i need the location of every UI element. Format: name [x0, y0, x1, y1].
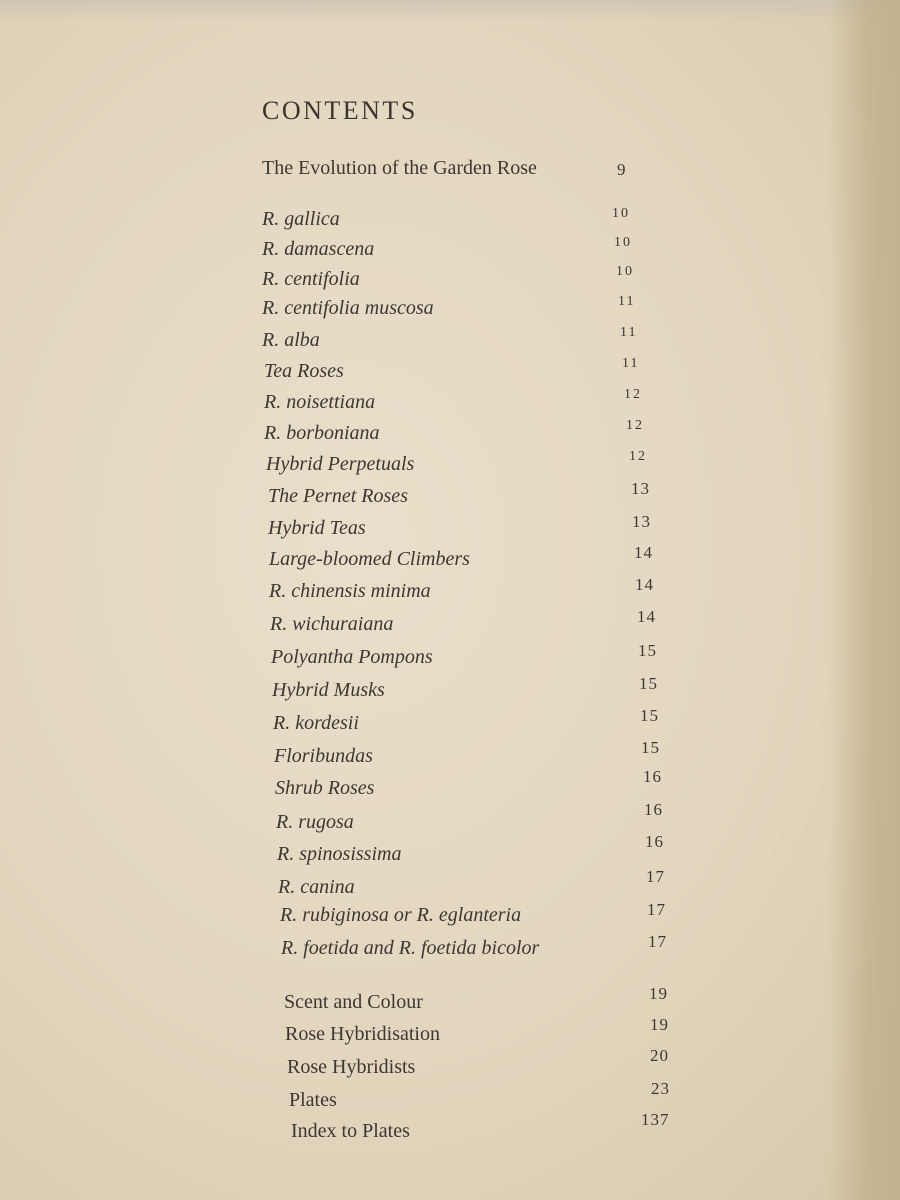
toc-entry-page: 10: [616, 264, 634, 279]
toc-entry-page: 12: [626, 418, 644, 433]
toc-entry-title: R. centifolia muscosa: [262, 297, 434, 319]
toc-entry-title: Hybrid Perpetuals: [266, 453, 415, 475]
toc-entry-page: 11: [620, 325, 638, 340]
toc-entry-title: R. wichuraiana: [270, 613, 394, 635]
toc-entry-title: R. noisettiana: [264, 391, 376, 413]
toc-entry-title: Plates: [289, 1089, 337, 1111]
toc-entry-title: Polyantha Pompons: [271, 646, 433, 668]
toc-entry-page: 15: [640, 706, 659, 725]
contents-heading: CONTENTS: [262, 96, 418, 125]
toc-entry-page: 14: [635, 575, 654, 594]
toc-entry-page: 12: [624, 387, 642, 402]
toc-entry-page: 16: [645, 832, 664, 851]
toc-entry-page: 17: [647, 900, 666, 919]
toc-entry-page: 15: [638, 641, 657, 660]
toc-entry-page: 12: [629, 449, 647, 464]
toc-entry-page: 13: [632, 512, 651, 531]
toc-entry-title: R. foetida and R. foetida bicolor: [281, 937, 540, 959]
toc-entry-page: 13: [631, 479, 650, 498]
toc-entry-title: Hybrid Musks: [272, 679, 385, 701]
toc-entry-title: Tea Roses: [264, 360, 344, 382]
toc-entry-page: 15: [639, 674, 658, 693]
toc-entry-page: 16: [643, 767, 662, 786]
toc-entry-page: 20: [650, 1046, 669, 1065]
toc-entry-page: 9: [617, 160, 627, 179]
toc-entry-title: The Pernet Roses: [268, 485, 408, 507]
toc-entry-title: Large-bloomed Climbers: [269, 548, 470, 570]
toc-entry-page: 11: [622, 356, 640, 371]
toc-entry-title: R. centifolia: [262, 268, 360, 290]
toc-entry-page: 16: [644, 800, 663, 819]
toc-entry-page: 11: [618, 294, 636, 309]
toc-entry-page: 10: [612, 206, 630, 221]
toc-entry-page: 14: [634, 543, 653, 562]
toc-entry-title: R. canina: [278, 876, 355, 898]
toc-entry-page: 14: [637, 607, 656, 626]
toc-entry-page: 23: [651, 1079, 670, 1098]
toc-entry-title: R. borboniana: [264, 422, 380, 444]
toc-entry-title: Rose Hybridisation: [285, 1023, 440, 1045]
toc-entry-title: R. kordesii: [273, 712, 359, 734]
toc-entry-title: R. chinensis minima: [269, 580, 431, 602]
toc-entry-page: 19: [649, 984, 668, 1003]
toc-entry-title: The Evolution of the Garden Rose: [262, 157, 537, 179]
toc-entry-page: 10: [614, 235, 632, 250]
toc-entry-page: 17: [646, 867, 665, 886]
toc-entry-title: R. rubiginosa or R. eglanteria: [280, 904, 522, 926]
toc-entry-title: R. rugosa: [276, 811, 354, 833]
toc-entry-title: R. alba: [262, 329, 320, 351]
toc-entry-title: R. spinosissima: [277, 843, 402, 865]
toc-entry-page: 15: [641, 738, 660, 757]
toc-entry-title: Index to Plates: [291, 1120, 410, 1142]
toc-entry-title: Shrub Roses: [275, 777, 375, 799]
toc-entry-page: 19: [650, 1015, 669, 1034]
toc-entry-title: R. gallica: [262, 208, 340, 230]
toc-entry-title: Floribundas: [274, 745, 373, 767]
toc-entry-page: 137: [641, 1110, 670, 1129]
toc-entry-title: Scent and Colour: [284, 991, 423, 1013]
toc-entry-title: Hybrid Teas: [268, 517, 366, 539]
toc-entry-page: 17: [648, 932, 667, 951]
toc-entry-title: Rose Hybridists: [287, 1056, 416, 1078]
toc-entry-title: R. damascena: [262, 238, 375, 260]
